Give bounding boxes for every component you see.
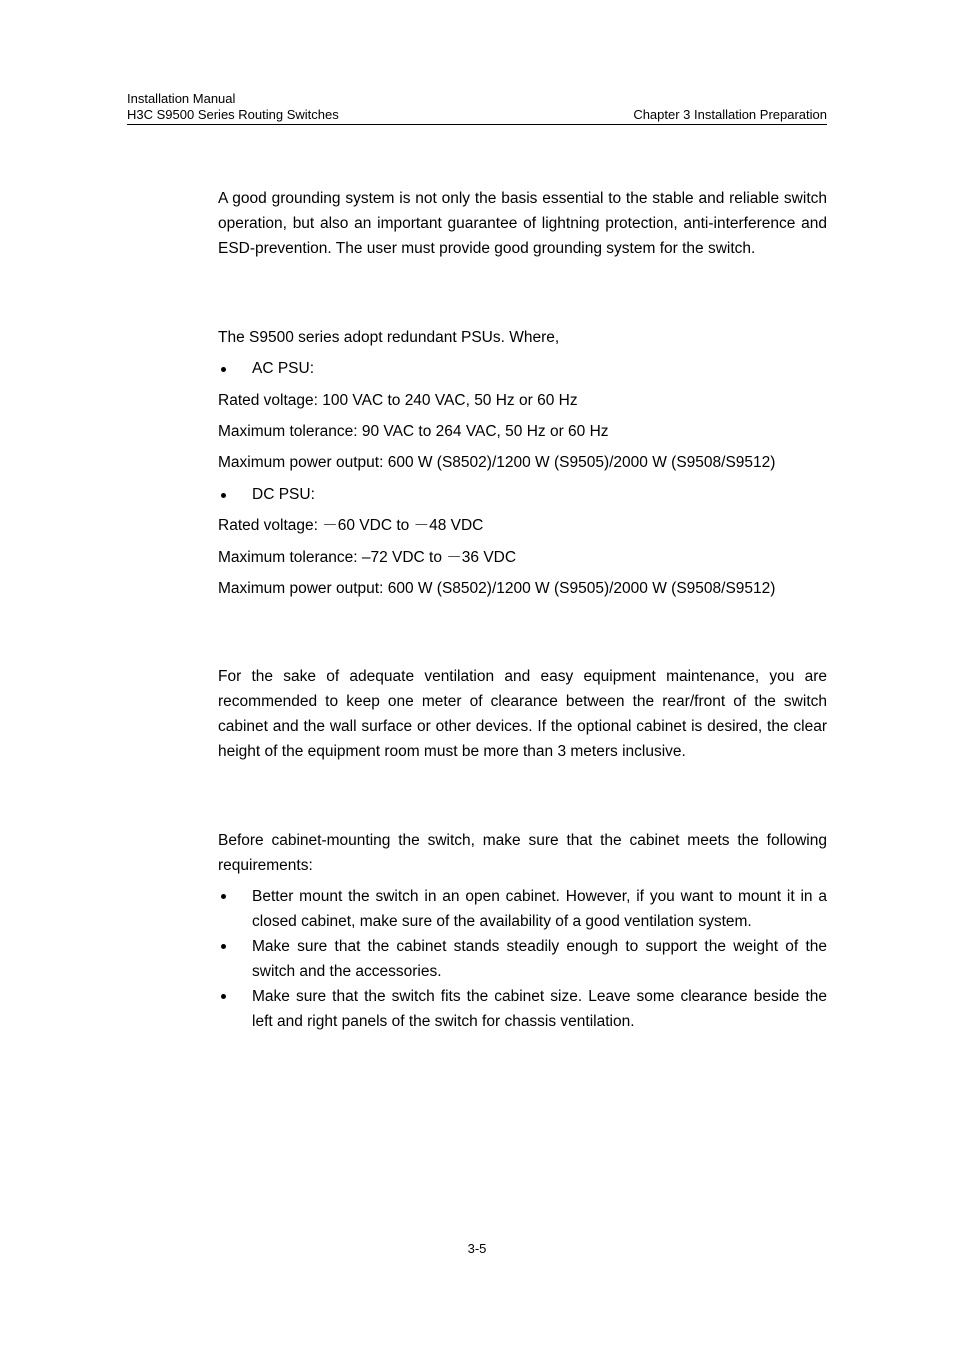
product-name: H3C S9500 Series Routing Switches — [127, 107, 339, 122]
ac-psu-label: AC PSU: — [252, 360, 315, 377]
dc-rated-voltage: Rated voltage: －60 VDC to －48 VDC — [218, 517, 484, 534]
dc-max-tolerance: Maximum tolerance: –72 VDC to －36 VDC — [218, 549, 517, 566]
header-divider — [127, 124, 827, 125]
bullet-icon — [221, 994, 226, 999]
ac-max-tolerance: Maximum tolerance: 90 VAC to 264 VAC, 50 Hz or 60 Hz — [218, 423, 609, 440]
dc-psu-label: DC PSU: — [252, 486, 315, 503]
chapter-title: Chapter 3 Installation Preparation — [633, 107, 827, 122]
ac-rated-voltage: Rated voltage: 100 VAC to 240 VAC, 50 Hz or 60 Hz — [218, 392, 578, 409]
power-intro: The S9500 series adopt redundant PSUs. Where, — [218, 329, 560, 346]
dc-max-output: Maximum power output: 600 W (S8502)/1200 W (S9505)/2000 W (S9508/S9512) — [218, 580, 776, 597]
cabinet-intro: Before cabinet-mounting the switch, make sure that the cabinet meets the following requirements: — [218, 832, 827, 874]
bullet-icon — [221, 367, 226, 372]
cabinet-requirement-item — [218, 884, 827, 934]
bullet-icon — [221, 493, 226, 498]
cabinet-requirement-item — [218, 984, 827, 1034]
space-paragraph: For the sake of adequate ventilation and easy equipment maintenance, you are recommended to keep one meter of clearance between the rear/front of the switch cabinet and the wall surface or other devices. If the optional cabinet is desired, the clear height of the equipment room must be more than 3 meters inclusive. — [218, 668, 827, 760]
running-header-left — [127, 91, 339, 123]
page-number: 3-5 — [467, 1241, 487, 1256]
bullet-icon — [221, 894, 226, 899]
cabinet-requirement-text: Make sure that the switch fits the cabinet size. Leave some clearance beside the left and right panels of the switch for chassis ventilation. — [252, 988, 827, 1030]
ac-max-output: Maximum power output: 600 W (S8502)/1200 W (S9505)/2000 W (S9508/S9512) — [218, 454, 776, 471]
cabinet-requirement-item — [218, 934, 827, 984]
cabinet-requirement-text: Make sure that the cabinet stands steadily enough to support the weight of the switch and the accessories. — [252, 938, 827, 980]
manual-title: Installation Manual — [127, 91, 236, 106]
bullet-icon — [221, 944, 226, 949]
grounding-paragraph: A good grounding system is not only the basis essential to the stable and reliable switch operation, but also an important guarantee of lightning protection, anti-interference and ESD-prevention. The user must provide good grounding system for the switch. — [218, 190, 827, 257]
cabinet-requirement-text: Better mount the switch in an open cabinet. However, if you want to mount it in a closed cabinet, make sure of the availability of a good ventilation system. — [252, 888, 827, 930]
